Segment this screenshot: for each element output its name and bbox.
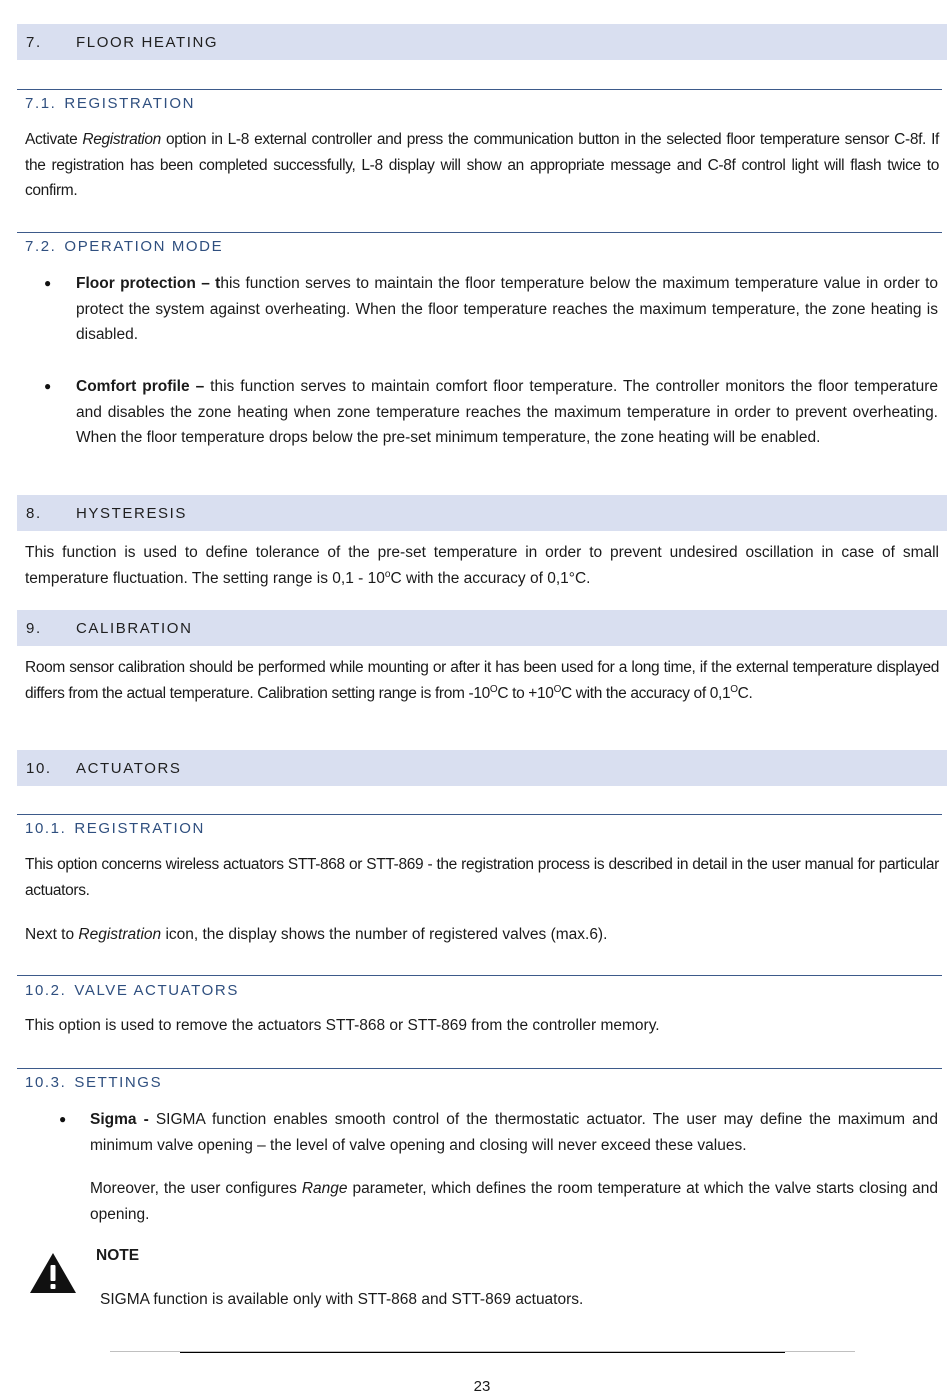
- warning-triangle-icon: [28, 1251, 78, 1295]
- section-number: 10.: [26, 759, 52, 777]
- section-title: CALIBRATION: [76, 619, 193, 637]
- actuator-registration-paragraph: This option concerns wireless actuators STT-868 or STT-869 - the registration process is described in detail in the user manual for particular actuators.: [25, 856, 939, 899]
- section-number: 7.: [26, 33, 42, 51]
- degree-superscript: O: [489, 683, 498, 695]
- bullet-label: Comfort profile –: [76, 378, 205, 395]
- footer-rule-dark: [180, 1352, 785, 1353]
- text-run: C.: [737, 684, 753, 702]
- subsection-title: VALVE ACTUATORS: [74, 982, 239, 999]
- emphasis-registration: Registration: [82, 131, 161, 148]
- bullet-text: SIGMA function enables smooth control of the thermostatic actuator. The user may define the maximum and minimum valve opening – the level of valve opening and closing will never exceed these values.: [90, 1111, 938, 1154]
- text-run: option in L-8 external controller and press the communication button in the selected floor temperature sensor C-8f. If the registration has been completed successfully, L-8 display will show an appropriate message and C-8f control light will flash twice to confirm.: [25, 131, 940, 199]
- text-run: C with the accuracy of 0,1°C.: [390, 569, 591, 587]
- text-run: Moreover, the user configures: [90, 1180, 302, 1197]
- bullet-icon: ●: [44, 276, 52, 290]
- page-number: 23: [473, 1378, 491, 1395]
- subsection-number: 7.2.: [25, 238, 57, 255]
- hysteresis-paragraph: [25, 540, 939, 591]
- valve-actuators-paragraph: This option is used to remove the actuators STT-868 or STT-869 from the controller memory.: [25, 1017, 660, 1034]
- bullet-comfort-profile: [76, 374, 938, 451]
- subsection-number: 10.3.: [25, 1074, 67, 1091]
- section-title: HYSTERESIS: [76, 504, 188, 522]
- section-heading-calibration: [17, 610, 947, 646]
- section-heading-actuators: [17, 750, 947, 786]
- bullet-sigma: [90, 1107, 938, 1158]
- subsection-title: REGISTRATION: [64, 95, 196, 112]
- bullet-text: this function serves to maintain comfort floor temperature. The controller monitors the floor temperature and disables the zone heating when zone temperature reaches the maximum temperature in order to prevent overheating. When the floor temperature drops below the pre-set minimum temperature, the zone heating will be enabled.: [76, 378, 938, 446]
- degree-superscript: O: [730, 683, 738, 695]
- registration-paragraph: [25, 127, 939, 204]
- section-number: 9.: [26, 619, 42, 637]
- bullet-text: his function serves to maintain the floor temperature below the maximum temperature value in order to protect the system against overheating. When the floor temperature reaches the maximum temperature, the zone heating is disabled.: [76, 275, 938, 343]
- registration-icon-paragraph: [25, 922, 939, 948]
- subsection-title: SETTINGS: [74, 1074, 163, 1091]
- range-paragraph: [90, 1176, 938, 1227]
- text-run: C to +10: [497, 684, 554, 702]
- subsection-heading-valve-actuators: [25, 982, 239, 999]
- subsection-rule: [17, 232, 942, 233]
- note-text: SIGMA function is available only with STT-868 and STT-869 actuators.: [100, 1291, 584, 1308]
- subsection-heading-registration: [25, 820, 205, 837]
- subsection-title: OPERATION MODE: [64, 238, 224, 255]
- section-number: 8.: [26, 504, 42, 522]
- subsection-number: 10.2.: [25, 982, 67, 999]
- emphasis-range: Range: [301, 1180, 348, 1197]
- section-heading-hysteresis: [17, 495, 947, 531]
- text-run: Room sensor calibration should be performed while mounting or after it has been used for a long time, if the external temperature displayed differs from the actual temperature. Calibration setting range is from -10: [25, 659, 939, 702]
- calibration-paragraph: [25, 655, 939, 706]
- subsection-rule: [17, 975, 942, 976]
- subsection-rule: [17, 1068, 942, 1069]
- text-run: This function is used to define tolerance of the pre-set temperature in order to prevent undesired oscillation in case of small temperature fluctuation. The setting range is 0,1 - 10: [25, 544, 939, 587]
- degree-superscript: O: [553, 683, 561, 695]
- bullet-label: Floor protection – t: [76, 275, 221, 292]
- note-heading: NOTE: [96, 1247, 140, 1264]
- section-heading-floor-heating: [17, 24, 947, 60]
- degree-superscript: o: [384, 568, 391, 580]
- subsection-number: 7.1.: [25, 95, 57, 112]
- subsection-title: REGISTRATION: [74, 820, 205, 837]
- bullet-label: Sigma -: [90, 1111, 156, 1128]
- text-run: parameter, which defines the room temperature at which the valve starts closing and opening.: [90, 1180, 938, 1223]
- subsection-number: 10.1.: [25, 820, 67, 837]
- text-run: icon, the display shows the number of registered valves (max.6).: [161, 926, 608, 943]
- emphasis-registration: Registration: [78, 926, 162, 943]
- bullet-floor-protection: [76, 271, 938, 348]
- subsection-rule: [17, 89, 942, 90]
- subsection-rule: [17, 814, 942, 815]
- subsection-heading-operation-mode: [25, 238, 223, 255]
- section-title: FLOOR HEATING: [76, 33, 219, 51]
- subsection-heading-settings: [25, 1074, 162, 1091]
- bullet-icon: ●: [59, 1112, 67, 1126]
- subsection-heading-registration: [25, 95, 195, 112]
- section-title: ACTUATORS: [76, 759, 182, 777]
- text-run: Next to: [25, 926, 79, 943]
- text-run: Activate: [25, 131, 83, 148]
- bullet-icon: ●: [44, 379, 52, 393]
- text-run: C with the accuracy of 0,1: [561, 684, 731, 702]
